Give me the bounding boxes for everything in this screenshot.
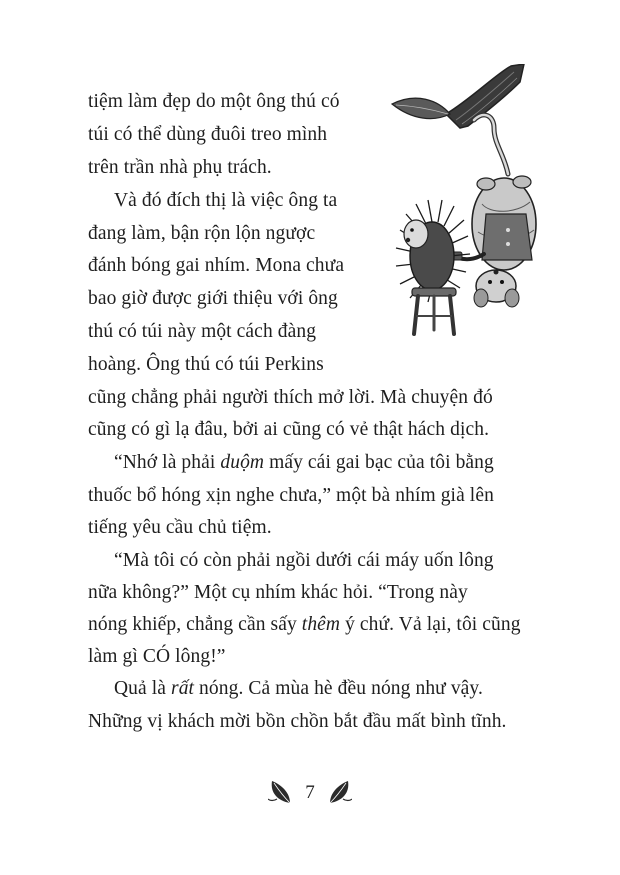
text-run: “Nhớ là phải — [114, 452, 221, 473]
leaf-ornament-icon — [328, 779, 352, 805]
body-text-line — [88, 613, 521, 637]
text-run: nóng khiếp, chẳng cần sấy — [88, 614, 302, 635]
body-text-line: hoàng. Ông thú có túi Perkins — [88, 354, 324, 375]
body-text-line: cũng chẳng phải người thích mở lời. Mà chuyện đó — [88, 387, 493, 408]
body-text-line — [114, 677, 483, 701]
body-text-line: cũng có gì lạ đâu, bởi ai cũng có vẻ thật hách dịch. — [88, 419, 490, 440]
body-text-line: trên trần nhà phụ trách. — [88, 157, 272, 178]
body-text-line: tiệm làm đẹp do một ông thú có — [88, 91, 340, 112]
text-run: nóng. Cả mùa hè đều nóng như vậy. — [194, 678, 483, 699]
body-text-line: đánh bóng gai nhím. Mona chưa — [88, 255, 345, 276]
text-run: mấy cái gai bạc của tôi bằng — [264, 452, 494, 473]
body-text-line: Những vị khách mời bồn chồn bắt đầu mất bình tĩnh. — [88, 711, 507, 732]
body-text-line: tiếng yêu cầu chủ tiệm. — [88, 517, 272, 538]
body-text-line: nữa không?” Một cụ nhím khác hỏi. “Trong này — [88, 582, 468, 603]
body-text-line: bao giờ được giới thiệu với ông — [88, 288, 338, 309]
emphasis-text: duộm — [220, 452, 265, 473]
body-text-line: đang làm, bận rộn lộn ngược — [88, 223, 316, 244]
emphasis-text: rất — [171, 678, 195, 699]
possum-hedgehog-illustration — [386, 64, 570, 346]
body-text-line: thú có túi này một cách đàng — [88, 321, 317, 342]
body-text-line: thuốc bổ hóng xịn nghe chưa,” một bà nhím già lên — [88, 485, 494, 506]
text-run: Quả là — [114, 678, 172, 699]
emphasis-text: thêm — [301, 614, 341, 635]
body-text-line: túi có thể dùng đuôi treo mình — [88, 124, 328, 145]
text-run: ý chứ. Vả lại, tôi cũng — [340, 614, 521, 635]
body-text-line: Và đó đích thị là việc ông ta — [114, 190, 338, 211]
body-text-line: “Mà tôi có còn phải ngồi dưới cái máy uốn lông — [114, 550, 494, 571]
page-number: 7 — [305, 782, 315, 803]
body-text-line — [114, 451, 494, 475]
leaf-ornament-icon — [268, 779, 292, 805]
body-text-line: làm gì CÓ lông!” — [88, 646, 226, 667]
